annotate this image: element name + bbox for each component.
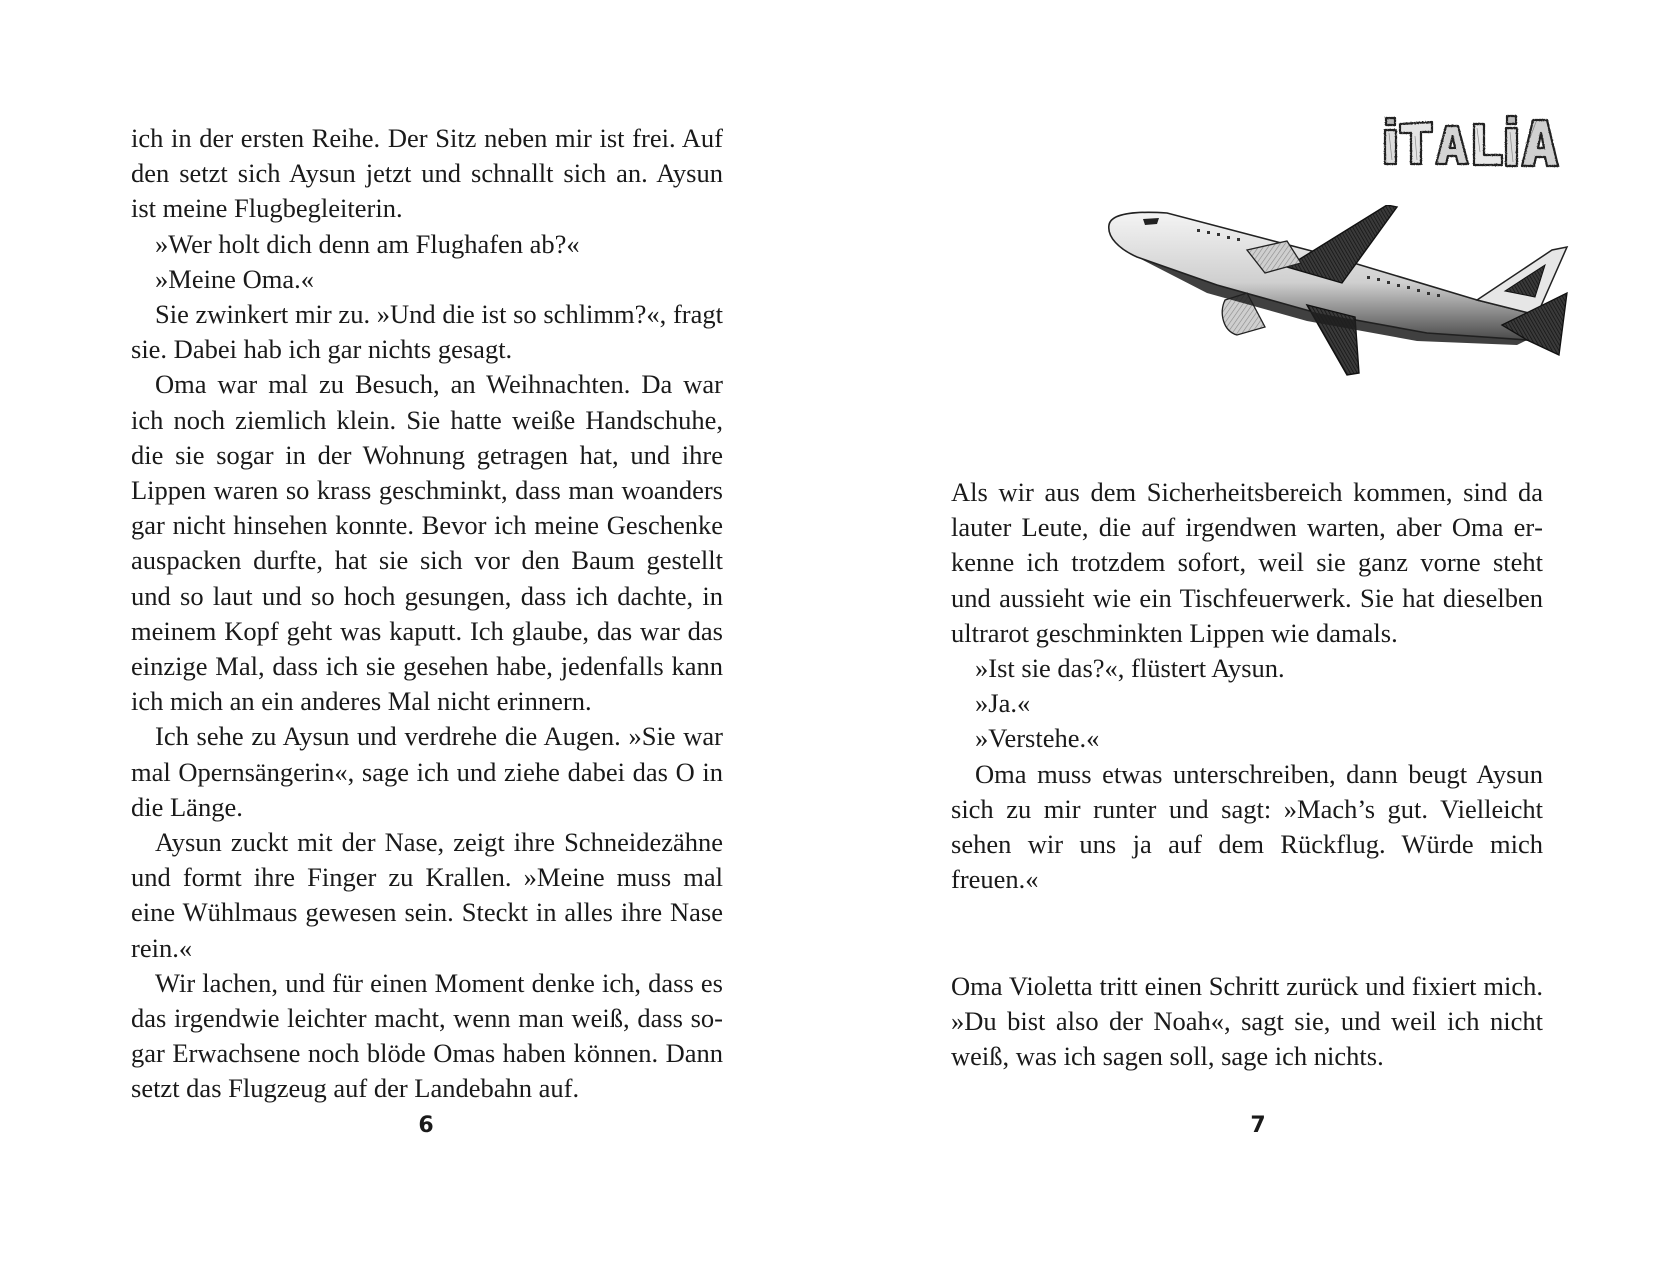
left-page-text [131, 121, 723, 1107]
paragraph: Oma muss etwas unterschreiben, dann beugt Aysun sich zu mir runter und sagt: »Mach’s gut. Vielleicht sehen wir uns ja auf dem Rückflug. Würde mich freuen.« [951, 758, 1543, 895]
paragraph: »Wer holt dich denn am Flughafen ab?« [155, 228, 580, 259]
right-page-text-section-2 [951, 969, 1543, 1075]
paragraph: Oma war mal zu Besuch, an Weihnachten. Da war ich noch ziemlich klein. Sie hatte weiße Handschuhe, die sie sogar in der Wohnung getragen hat, und ihre Lippen waren so krass geschminkt, dass man woanders gar nicht hinsehen konnte. Bevor ich meine Geschenke auspacken durfte, hat sie sich vor den Baum gestellt und so laut und so hoch gesungen, dass ich dachte, in meinem Kopf geht was kaputt. Ich glaube, das war das einzige Mal, dass ich sie gesehen habe, jedenfalls kann ich mich an ein anderes Mal nicht erinnern. [131, 369, 723, 717]
paragraph: Als wir aus dem Sicherheitsbereich kommen, sind da lauter Leute, die auf irgendwen warten, aber Oma erkenne ich trotzdem sofort, weil sie ganz vorne steht und aussieht wie ein Tischfeuerwerk. Sie hat dieselben ultrarot geschminkten Lippen wie damals. [951, 477, 1543, 648]
paragraph: Ich sehe zu Aysun und verdrehe die Augen. »Sie war mal Opernsängerin«, sage ich und ziehe dabei das O in die Länge. [131, 721, 723, 822]
right-page-text-section-1 [951, 475, 1543, 897]
paragraph: »Verstehe.« [975, 723, 1100, 754]
paragraph: Aysun zuckt mit der Nase, zeigt ihre Schneidezähne und formt ihre Finger zu Krallen. »Meine muss mal eine Wühlmaus gewesen sein. Steckt in alles ihre Nase rein.« [131, 827, 723, 963]
page-number: 6 [418, 1113, 434, 1138]
right-page [827, 0, 1654, 1270]
paragraph: »Meine Oma.« [155, 263, 314, 294]
paragraph: Sie zwinkert mir zu. »Und die ist so schlimm?«, fragt sie. Dabei hab ich gar nichts gesagt. [131, 299, 723, 365]
airplane-illustration [1097, 205, 1617, 405]
italia-lettering-illustration [1380, 108, 1580, 178]
paragraph: Wir lachen, und für einen Moment denke ich, dass es das irgendwie leichter macht, wenn man weiß, dass sogar Erwachsene noch blöde Omas haben können. Dann setzt das Flugzeug auf der Landebahn auf. [131, 967, 723, 1104]
paragraph: Oma Violetta tritt einen Schritt zurück und fixiert mich. »Du bist also der Noah«, sagt sie, und weil ich nicht weiß, was ich sagen soll, sage ich nichts. [951, 971, 1543, 1072]
paragraph: »Ist sie das?«, flüstert Aysun. [975, 653, 1285, 684]
paragraph: »Ja.« [975, 688, 1031, 719]
paragraph: ich in der ersten Reihe. Der Sitz neben mir ist frei. Auf den setzt sich Aysun jetzt und schnallt sich an. Aysun ist meine Flugbegleiterin. [131, 123, 723, 224]
page-number: 7 [1250, 1113, 1266, 1138]
